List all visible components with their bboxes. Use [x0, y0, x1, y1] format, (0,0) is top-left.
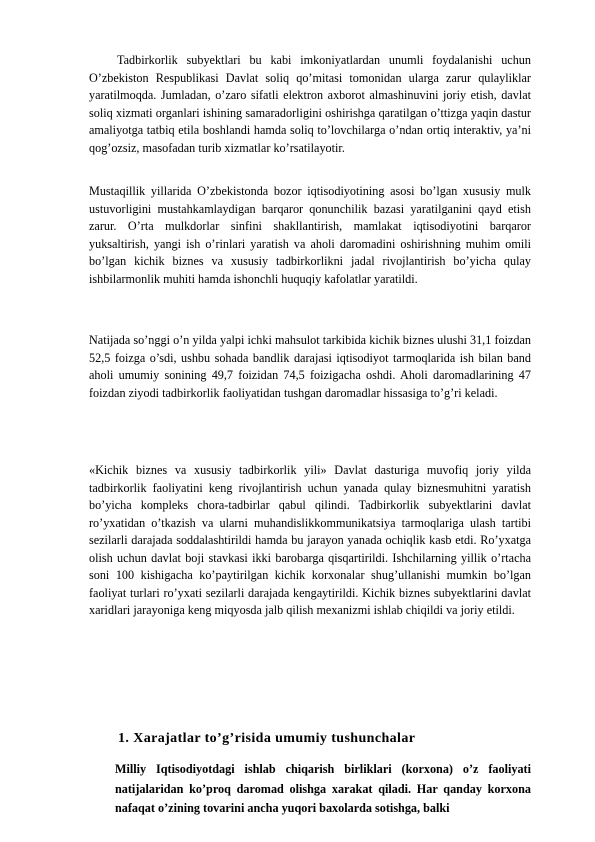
paragraph-intro: Tadbirkorlik subyektlari bu kabi imkoniyatlardan unumli foydalanishi uchun O’zbekiston Respublikasi Davlat soliq qo’mitasi tomonidan ularga zarur qulayliklar yaratilmoqda. Jumladan, o’zaro sifatli elektron axborot almashinuvini joriy etish, davlat soliq xizmati organlari ishining samaradorligini oshirishga qaratilgan o’ttizga yaqin dastur amaliyotga tatbiq etila boshlandi hamda soliq to’lovchilarga o’ndan ortiq interaktiv, ya’ni qog’ozsiz, masofadan turib xizmatlar ko’rsatilayotir. — [89, 53, 531, 155]
paragraph-state-program: «Kichik biznes va xususiy tadbirkorlik yili» Davlat dasturiga muvofiq joriy yilda tadbirkorlik faoliyatini keng rivojlantirish uchun yanada qulay biznesmuhitni yaratish bo’yicha kompleks chora-tadbirlar qabul qilindi. Tadbirkorlik subyektlarini davlat ro’yxatidan o’tkazish va ularni muhandislikkommunikatsiya tarmoqlariga ulash tartibi sezilarli darajada soddalashtirildi hamda bu jarayon yanada ochiqlik kasb etdi. Ro’yxatga olish uchun davlat boji stavkasi ikki barobarga qisqartirildi. Ishchilarning yillik o’rtacha soni 100 kishigacha ko’paytirilgan kichik korxonalar shug’ullanishi mumkin bo’lgan faoliyat turlari ro’yxati sezilarli darajada kengaytirildi. Kichik biznes subyektlarini davlat xaridlari jarayoniga keng miqyosda jalb qilish mexanizmi ishlab chiqildi va joriy etildi. — [89, 463, 531, 617]
paragraph-results: Natijada so’nggi o’n yilda yalpi ichki mahsulot tarkibida kichik biznes ulushi 31,1 foizdan 52,5 foizga o’sdi, ushbu sohada bandlik darajasi iqtisodiyot tarmoqlarida ish bilan band aholi umumiy sonining 49,7 foizidan 74,5 foizigacha oshdi. Aholi daromadlarining 47 foizdan ziyodi tadbirkorlik faoliyatidan tushgan daromadlar hissasiga to’g’ri keladi. — [89, 333, 531, 400]
paragraph-bold-intro: Milliy Iqtisodiyotdagi ishlab chiqarish birliklari (korxona) o’z faoliyati natijalaridan ko’proq daromad olishga xarakat qiladi. Har qanday korxona nafaqat o’zining tovarini ancha yuqori baxolarda sotishga, balki — [115, 762, 531, 815]
section-heading: 1. Xarajatlar to’g’risida umumiy tushunchalar — [118, 731, 416, 746]
paragraph-private-property: Mustaqillik yillarida O’zbekistonda bozor iqtisodiyotining asosi bo’lgan xususiy mulk ustuvorligini mustahkamlaydigan barqaror qonunchilik bazasi yaratilganini qayd etish zarur. O’rta mulkdorlar sinfini shakllantirish, mamlakat iqtisodiyotini barqaror yuksaltirish, yangi ish o’rinlari yaratish va aholi daromadini oshirishning muhim omili bo’lgan kichik biznes va xususiy tadbirkorlikni jadal rivojlantirish bo’yicha qulay ishbilarmonlik muhiti hamda ishonchli huquqiy kafolatlar yaratildi. — [89, 184, 531, 286]
